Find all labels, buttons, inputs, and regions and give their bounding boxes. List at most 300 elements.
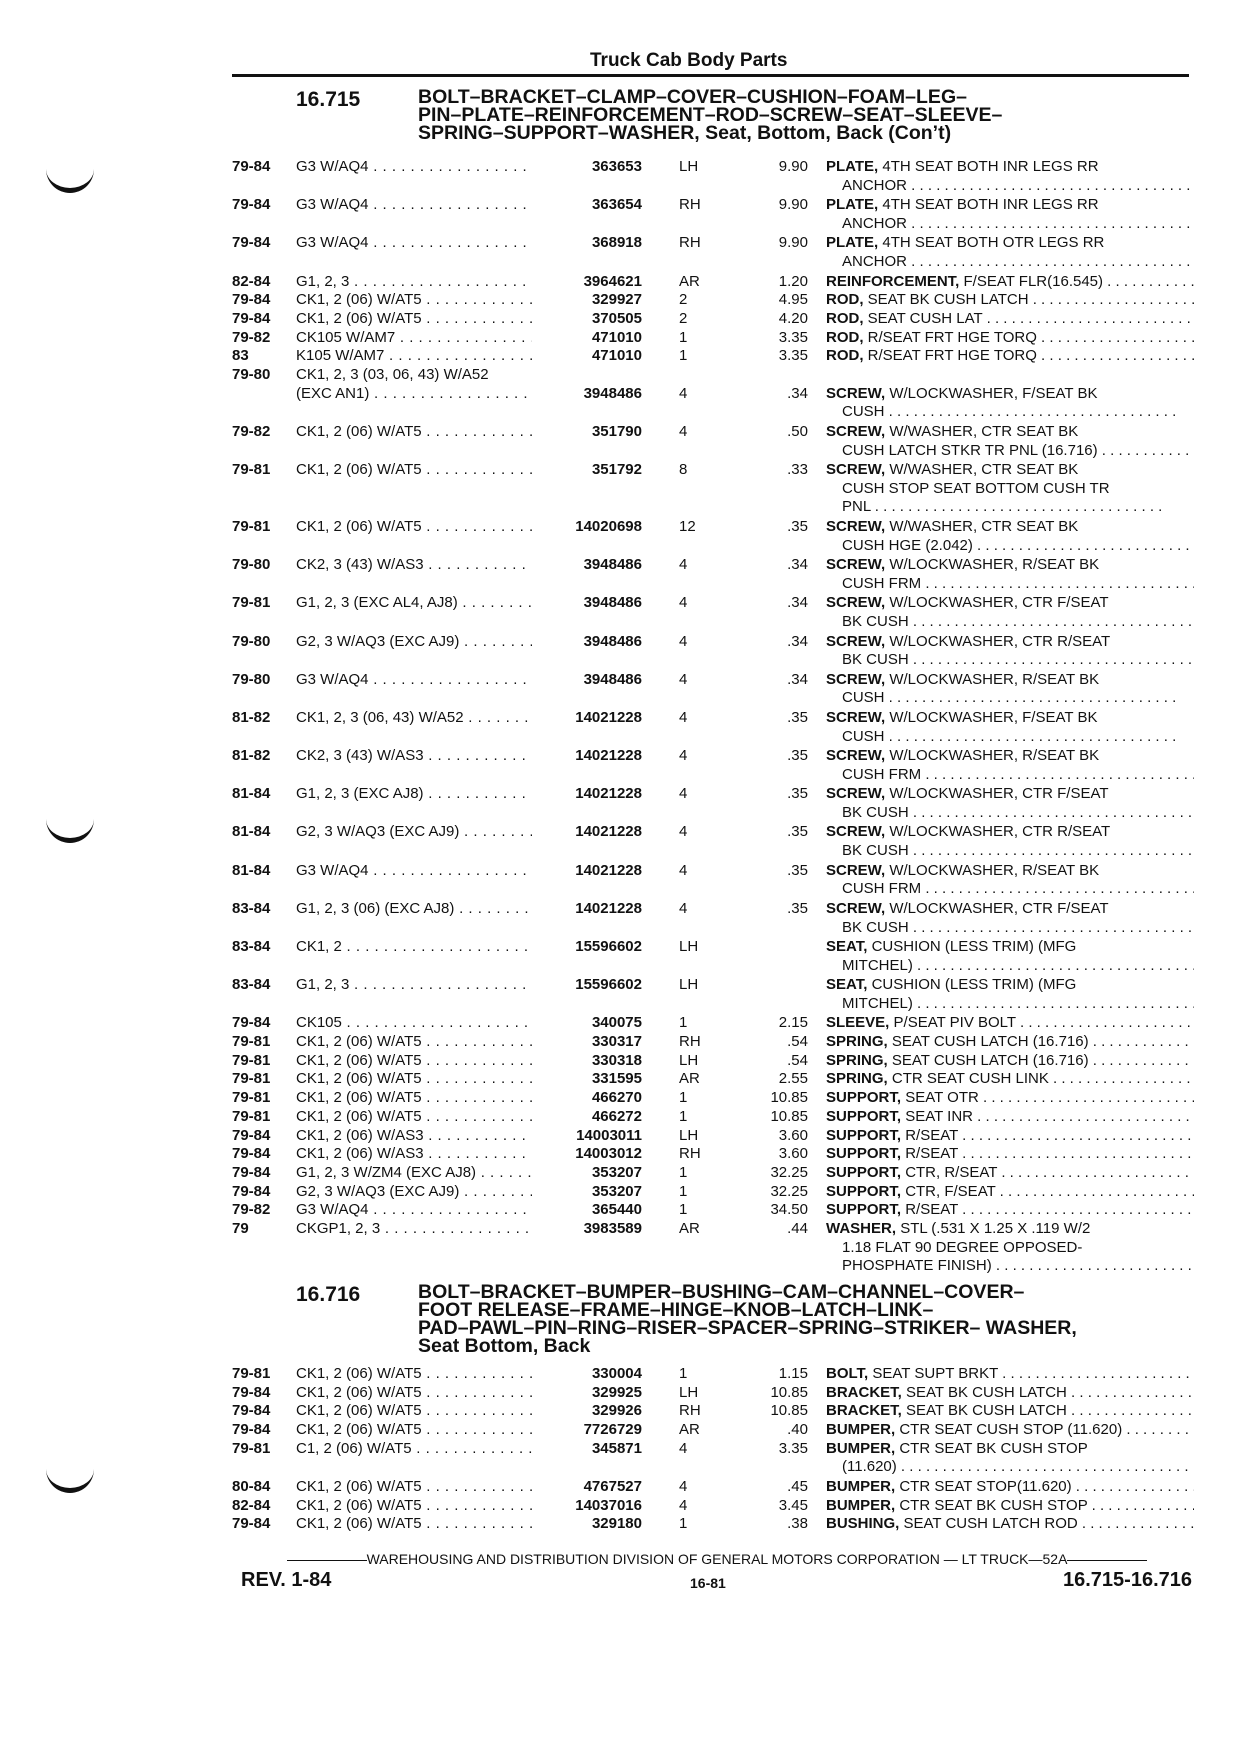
model-applicability: CK1, 2 (06) W/AT5 . . . [296, 1421, 532, 1440]
quantity: 1 [679, 1107, 688, 1125]
description-line [826, 709, 1194, 728]
description-line [826, 1421, 1194, 1440]
quantity: 1 [679, 347, 688, 365]
part-description [826, 1052, 1194, 1071]
part-description [826, 1014, 1194, 1033]
quantity: 1 [679, 1163, 688, 1181]
part-number: 351792 [591, 461, 642, 479]
model-applicability: CK1, 2 (06) W/AT5 . . . [296, 1384, 532, 1403]
part-description [826, 900, 1194, 937]
parts-row [232, 1052, 1192, 1071]
description-line [826, 728, 1194, 747]
part-description [826, 1145, 1194, 1164]
model-applicability: G3 W/AQ4 . . . [296, 1201, 532, 1220]
part-number: 471010 [591, 347, 642, 365]
year-range: 82-84 [232, 1496, 271, 1514]
description-line [826, 196, 1194, 215]
description-line [826, 1145, 1194, 1164]
part-name: ROD, [826, 291, 864, 309]
part-description [826, 158, 1194, 195]
section-title-line: PIN–PLATE–REINFORCEMENT–ROD–SCREW–SEAT–SLEEVE– [418, 104, 1003, 126]
part-number: 330317 [591, 1033, 642, 1051]
description-text: SEAT CUSH LATCH ROD [903, 1515, 1078, 1533]
part-name: SLEEVE, [826, 1014, 890, 1032]
description-line [826, 423, 1194, 442]
description-line [826, 995, 1194, 1014]
model-applicability: G3 W/AQ4 . . . [296, 862, 532, 881]
part-number: 353207 [591, 1182, 642, 1200]
parts-row [232, 461, 1192, 517]
price: 10.85 [770, 1089, 808, 1107]
year-range: 79-80 [232, 556, 271, 574]
part-name: SCREW, [826, 861, 886, 879]
description-line [826, 1108, 1194, 1127]
footer-rule [1067, 1560, 1147, 1561]
description-line [826, 403, 1194, 422]
model-applicability: G3 W/AQ4 . . . [296, 158, 532, 177]
description-line [826, 938, 1194, 957]
parts-row [232, 556, 1192, 593]
model-applicability: CK1, 2 (06) W/AT5 . . . [296, 1089, 532, 1108]
price: 2.55 [778, 1070, 808, 1088]
price: 10.85 [770, 1402, 808, 1420]
model-applicability: G1, 2, 3 (EXC AJ8) . . . [296, 785, 532, 804]
part-name: SCREW, [826, 461, 886, 479]
model-applicability: CK1, 2 (06) W/AT5 . . . [296, 1052, 532, 1071]
part-name: SCREW, [826, 384, 886, 402]
parts-row [232, 1515, 1192, 1534]
part-description [826, 385, 1194, 422]
part-description [826, 1089, 1194, 1108]
part-number: 370505 [591, 309, 642, 327]
model-applicability: CK1, 2 (06) W/AS3 . . . [296, 1145, 532, 1164]
part-name: SUPPORT, [826, 1163, 902, 1181]
year-range: 79-84 [232, 1383, 271, 1401]
year-range: 83-84 [232, 899, 271, 917]
part-description [826, 594, 1194, 631]
header-rule [232, 74, 1189, 77]
model-applicability: CK105 W/AM7 . . . [296, 329, 532, 348]
part-description [826, 1127, 1194, 1146]
year-range: 79-84 [232, 309, 271, 327]
part-description [826, 347, 1194, 366]
price: 32.25 [770, 1182, 808, 1200]
parts-row [232, 1014, 1192, 1033]
parts-row [232, 1127, 1192, 1146]
description-text: SEAT BK CUSH LATCH [906, 1383, 1067, 1401]
year-range: 79-84 [232, 1402, 271, 1420]
part-number: 365440 [591, 1201, 642, 1219]
price: 2.15 [778, 1014, 808, 1032]
parts-row [232, 1033, 1192, 1052]
description-text: CUSH STOP SEAT BOTTOM CUSH TR [842, 479, 1110, 497]
parts-row [232, 900, 1192, 937]
part-description [826, 1497, 1194, 1516]
description-text: CTR, R/SEAT [905, 1163, 998, 1181]
part-number: 351790 [591, 422, 642, 440]
parts-row [232, 1365, 1192, 1384]
parts-row [232, 1421, 1192, 1440]
part-number: 363654 [591, 196, 642, 214]
parts-list [232, 1365, 1192, 1534]
description-text: W/LOCKWASHER, CTR F/SEAT [889, 899, 1109, 917]
description-line [826, 234, 1194, 253]
quantity: 4 [679, 899, 688, 917]
quantity: 4 [679, 708, 688, 726]
year-range: 79-81 [232, 1033, 271, 1051]
parts-row [232, 1384, 1192, 1403]
model-applicability: CK1, 2 . . . [296, 938, 532, 957]
part-number: 329180 [591, 1515, 642, 1533]
description-text: R/SEAT [905, 1126, 958, 1144]
description-line [826, 651, 1194, 670]
description-text: W/LOCKWASHER, R/SEAT BK [889, 747, 1100, 765]
description-line [826, 329, 1194, 348]
part-number: 3948486 [583, 670, 642, 688]
part-number: 14021228 [575, 861, 642, 879]
quantity: 1 [679, 1365, 688, 1382]
section-title-line: Seat Bottom, Back [418, 1335, 591, 1357]
description-text: STL (.531 X 1.25 X .119 W/2 [900, 1219, 1091, 1237]
model-applicability: CK1, 2 (06) W/AT5 . . . [296, 310, 532, 329]
model-applicability: CK1, 2 (06) W/AT5 . . . [296, 1497, 532, 1516]
part-description [826, 976, 1194, 1013]
parts-row [232, 709, 1192, 746]
description-text: SEAT BK CUSH LATCH [867, 291, 1029, 309]
part-name: SEAT, [826, 938, 868, 956]
quantity: 4 [679, 823, 688, 841]
year-range: 79-84 [232, 1163, 271, 1181]
part-description [826, 823, 1194, 860]
part-description [826, 273, 1194, 292]
price: 4.95 [778, 291, 808, 309]
year-range: 79-82 [232, 1201, 271, 1219]
quantity: 4 [679, 1477, 688, 1495]
quantity: RH [679, 1145, 701, 1163]
price: .35 [787, 708, 808, 726]
price: .35 [787, 785, 808, 803]
price: 9.90 [778, 196, 808, 214]
description-line [826, 1183, 1194, 1202]
quantity: AR [679, 1219, 700, 1237]
description-text: W/LOCKWASHER, R/SEAT BK [889, 861, 1100, 879]
quantity: 1 [679, 1201, 688, 1219]
quantity: 1 [679, 1182, 688, 1200]
part-number: 14021228 [575, 899, 642, 917]
price: 9.90 [778, 234, 808, 252]
part-number: 15596602 [575, 938, 642, 956]
part-name: SUPPORT, [826, 1145, 902, 1163]
parts-row [232, 938, 1192, 975]
description-text: W/LOCKWASHER, CTR R/SEAT [889, 823, 1111, 841]
part-description [826, 1384, 1194, 1403]
model-applicability: G3 W/AQ4 . . . [296, 196, 532, 215]
part-number: 3983589 [583, 1219, 642, 1237]
part-name: SCREW, [826, 785, 886, 803]
part-description [826, 671, 1194, 708]
description-line [826, 1127, 1194, 1146]
description-line [826, 594, 1194, 613]
part-number: 3948486 [583, 632, 642, 650]
part-name: WASHER, [826, 1219, 897, 1237]
quantity: 1 [679, 1089, 688, 1107]
year-range: 79-84 [232, 234, 271, 252]
price: 10.85 [770, 1107, 808, 1125]
parts-row [232, 1201, 1192, 1220]
price: 3.35 [778, 347, 808, 365]
part-number: 329925 [591, 1383, 642, 1401]
part-name: SCREW, [826, 422, 886, 440]
part-name: BRACKET, [826, 1383, 902, 1401]
model-applicability: CK1, 2 (06) W/AT5 . . . [296, 1365, 532, 1384]
price: .35 [787, 861, 808, 879]
part-description [826, 1421, 1194, 1440]
price: .34 [787, 670, 808, 688]
parts-row [232, 594, 1192, 631]
part-number: 14003012 [575, 1145, 642, 1163]
model-applicability: CK2, 3 (43) W/AS3 . . . [296, 556, 532, 575]
part-number: 14021228 [575, 747, 642, 765]
description-line [826, 1478, 1194, 1497]
description-line [826, 385, 1194, 404]
year-range: 79-82 [232, 328, 271, 346]
description-text: R/SEAT FRT HGE TORQ [867, 347, 1037, 365]
year-range: 82-84 [232, 272, 271, 290]
part-name: SUPPORT, [826, 1089, 902, 1107]
part-description [826, 1220, 1194, 1276]
description-text: 4TH SEAT BOTH OTR LEGS RR [882, 234, 1105, 252]
description-text: CUSH FRM [842, 574, 922, 592]
part-description [826, 747, 1194, 784]
model-applicability: CKGP1, 2, 3 . . . [296, 1220, 532, 1239]
model-applicability: G1, 2, 3 (EXC AL4, AJ8) . . . [296, 594, 532, 613]
part-description [826, 1033, 1194, 1052]
part-name: SCREW, [826, 594, 886, 612]
price: 1.15 [778, 1365, 808, 1382]
model-applicability: CK1, 2 (06) W/AT5 . . . [296, 1070, 532, 1089]
part-name: SPRING, [826, 1033, 888, 1051]
model-applicability: G3 W/AQ4 . . . [296, 234, 532, 253]
part-name: SUPPORT, [826, 1201, 902, 1219]
description-line [826, 1220, 1194, 1239]
description-line [826, 785, 1194, 804]
description-text: W/LOCKWASHER, CTR F/SEAT [889, 785, 1109, 803]
parts-row [232, 423, 1192, 460]
quantity: 12 [679, 517, 696, 535]
description-line [826, 862, 1194, 881]
price: .35 [787, 899, 808, 917]
year-range: 79-81 [232, 1070, 271, 1088]
description-text: W/LOCKWASHER, R/SEAT BK [889, 670, 1100, 688]
part-number: 3948486 [583, 384, 642, 402]
year-range: 83 [232, 347, 249, 365]
part-description [826, 461, 1194, 517]
part-name: BOLT, [826, 1365, 869, 1382]
year-range: 79-81 [232, 1089, 271, 1107]
part-description [826, 1183, 1194, 1202]
quantity: LH [679, 1051, 699, 1069]
price: .33 [787, 461, 808, 479]
quantity: LH [679, 1383, 699, 1401]
part-description [826, 291, 1194, 310]
parts-row [232, 196, 1192, 233]
description-text: CUSH [842, 403, 885, 421]
description-line [826, 1070, 1194, 1089]
part-description [826, 196, 1194, 233]
quantity: 4 [679, 384, 688, 402]
price: 3.60 [778, 1145, 808, 1163]
description-text: BK CUSH [842, 613, 909, 631]
price: 4.20 [778, 309, 808, 327]
quantity: RH [679, 1033, 701, 1051]
year-range: 80-84 [232, 1477, 271, 1495]
section-title-line: BOLT–BRACKET–CLAMP–COVER–CUSHION–FOAM–LEG– [418, 86, 967, 108]
parts-row [232, 1478, 1192, 1497]
part-name: ROD, [826, 328, 864, 346]
parts-row [232, 366, 1192, 385]
part-name: SCREW, [826, 823, 886, 841]
description-text: BK CUSH [842, 918, 909, 936]
quantity: 1 [679, 1515, 688, 1533]
parts-row [232, 823, 1192, 860]
part-name: SCREW, [826, 747, 886, 765]
part-description [826, 709, 1194, 746]
quantity: AR [679, 1421, 700, 1439]
quantity: 4 [679, 785, 688, 803]
price: 10.85 [770, 1383, 808, 1401]
part-number: 466272 [591, 1107, 642, 1125]
part-number: 3964621 [583, 272, 642, 290]
year-range: 83-84 [232, 976, 271, 994]
year-range: 79-81 [232, 594, 271, 612]
model-applicability: CK1, 2 (06) W/AT5 . . . [296, 1402, 532, 1421]
model-applicability: C1, 2 (06) W/AT5 . . . [296, 1440, 532, 1459]
parts-row [232, 1183, 1192, 1202]
year-range: 79-84 [232, 196, 271, 214]
quantity: 4 [679, 422, 688, 440]
binder-hole-mark [46, 1460, 94, 1493]
quantity: AR [679, 272, 700, 290]
description-line [826, 461, 1194, 480]
parts-row [232, 747, 1192, 784]
model-applicability: CK105 . . . [296, 1014, 532, 1033]
description-text: ANCHOR [842, 253, 908, 271]
model-applicability: CK1, 2 (06) W/AT5 . . . [296, 423, 532, 442]
part-number: 14021228 [575, 708, 642, 726]
year-range: 81-84 [232, 823, 271, 841]
description-text: BK CUSH [842, 651, 909, 669]
part-description [826, 1201, 1194, 1220]
part-description [826, 556, 1194, 593]
part-number: 466270 [591, 1089, 642, 1107]
description-text: SEAT CUSH LATCH (16.716) [891, 1051, 1089, 1069]
description-line [826, 1497, 1194, 1516]
year-range: 79-81 [232, 517, 271, 535]
part-description [826, 1070, 1194, 1089]
section-title-line: PAD–PAWL–PIN–RING–RISER–SPACER–SPRING–STRIKER– WASHER, [418, 1317, 1077, 1339]
part-number: 329926 [591, 1402, 642, 1420]
year-range: 79-84 [232, 1182, 271, 1200]
quantity: LH [679, 158, 699, 175]
description-line [826, 747, 1194, 766]
part-description [826, 1440, 1194, 1477]
description-line [826, 1384, 1194, 1403]
model-applicability: G3 W/AQ4 . . . [296, 671, 532, 690]
description-line [826, 442, 1194, 461]
description-line [826, 273, 1194, 292]
section-number: 16.716 [296, 1283, 361, 1306]
price: .50 [787, 422, 808, 440]
price: .34 [787, 556, 808, 574]
model-applicability: CK1, 2 (06) W/AT5 . . . [296, 1478, 532, 1497]
description-text: R/SEAT [905, 1145, 958, 1163]
description-text: CUSH [842, 689, 885, 707]
part-name: PLATE, [826, 234, 879, 252]
quantity: RH [679, 234, 701, 252]
price: 1.20 [778, 272, 808, 290]
description-line [826, 215, 1194, 234]
year-range: 79-84 [232, 291, 271, 309]
part-number: 353207 [591, 1163, 642, 1181]
description-line [826, 919, 1194, 938]
part-number: 471010 [591, 328, 642, 346]
year-range: 79-82 [232, 422, 271, 440]
description-line [826, 480, 1194, 499]
price: .40 [787, 1421, 808, 1439]
price: 32.25 [770, 1163, 808, 1181]
description-text: CUSH HGE (2.042) [842, 536, 973, 554]
description-text: PHOSPHATE FINISH) [842, 1257, 992, 1275]
part-number: 7726729 [583, 1421, 642, 1439]
parts-row [232, 1164, 1192, 1183]
description-text: P/SEAT PIV BOLT [893, 1014, 1016, 1032]
parts-row [232, 273, 1192, 292]
quantity: 8 [679, 461, 688, 479]
description-line [826, 1458, 1194, 1477]
model-applicability: CK1, 2 (06) W/AT5 . . . [296, 1033, 532, 1052]
description-text: CTR, F/SEAT [905, 1182, 996, 1200]
part-description [826, 1515, 1194, 1534]
part-name: SUPPORT, [826, 1126, 902, 1144]
quantity: AR [679, 1070, 700, 1088]
year-range: 79-84 [232, 1145, 271, 1163]
page-number: 16-81 [690, 1575, 726, 1591]
description-line [826, 347, 1194, 366]
quantity: 4 [679, 670, 688, 688]
parts-row [232, 329, 1192, 348]
section-title-line: SPRING–SUPPORT–WASHER, Seat, Bottom, Back (Con’t) [418, 122, 952, 144]
price: .45 [787, 1477, 808, 1495]
part-description [826, 938, 1194, 975]
quantity: LH [679, 976, 699, 994]
part-number: 14020698 [575, 517, 642, 535]
parts-row [232, 785, 1192, 822]
description-line [826, 158, 1194, 177]
price: .34 [787, 594, 808, 612]
description-text: R/SEAT [905, 1201, 958, 1219]
price: 3.45 [778, 1496, 808, 1514]
description-text: W/LOCKWASHER, CTR F/SEAT [889, 594, 1109, 612]
description-text: CUSH [842, 727, 885, 745]
description-line [826, 291, 1194, 310]
description-line [826, 1365, 1194, 1384]
description-line [826, 957, 1194, 976]
part-number: 345871 [591, 1439, 642, 1457]
year-range: 79-80 [232, 670, 271, 688]
quantity: 4 [679, 556, 688, 574]
part-number: 330318 [591, 1051, 642, 1069]
description-line [826, 1089, 1194, 1108]
